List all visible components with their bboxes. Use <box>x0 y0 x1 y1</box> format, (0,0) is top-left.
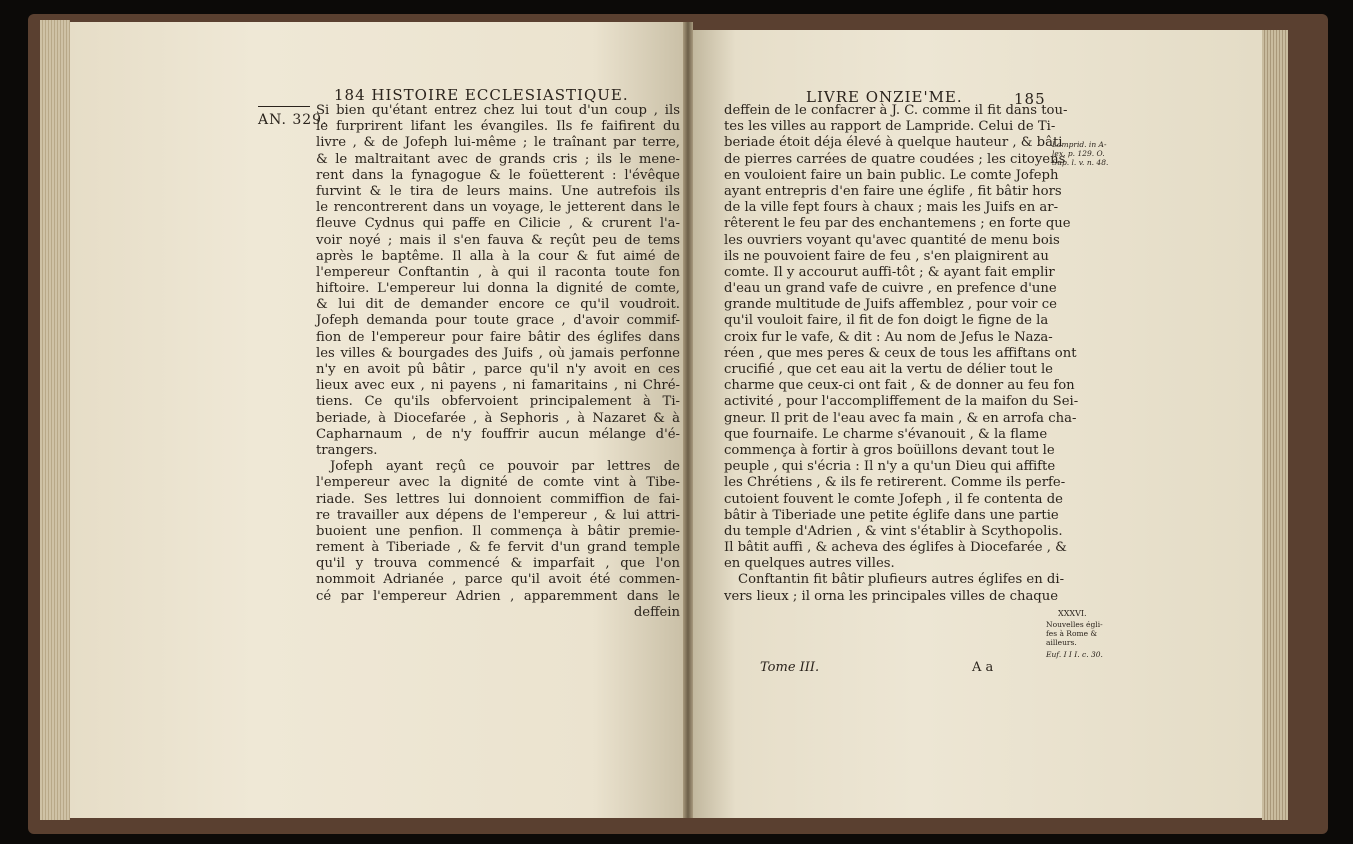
text-line: deffein <box>633 604 680 620</box>
text-line: hiftoire. L'empereur lui donna la dignité de comte, <box>316 281 680 297</box>
margin-note-line: fes à Rome & <box>1046 629 1098 638</box>
footer-tome: Tome III. <box>760 660 820 675</box>
text-line: Jofeph demanda pour toute grace , d'avoir commif- <box>316 313 680 329</box>
text-line: beriade étoit déja élevé à quelque hauteur , & bâti <box>724 135 1063 151</box>
text-line: que fournaife. Le charme s'évanouit , & la flame <box>724 426 1048 442</box>
book-gutter <box>683 22 693 818</box>
left-running-head: 184 HISTOIRE ECCLESIASTIQUE. <box>334 86 629 104</box>
text-line: vers lieux ; il orna les principales villes de chaque <box>724 588 1059 604</box>
text-line: d'eau un grand vafe de cuivre , en prefence d'une <box>724 281 1057 297</box>
text-line: Si bien qu'étant entrez chez lui tout d'un coup , ils <box>316 103 680 118</box>
text-line: en vouloient faire un bain public. Le comte Jofeph <box>724 167 1059 183</box>
text-line: Conftantin fit bâtir plufieurs autres églifes en di- <box>738 572 1065 588</box>
text-line: peuple , qui s'écria : Il n'y a qu'un Dieu qui affifte <box>724 459 1056 475</box>
margin-note-line: ailleurs. <box>1046 638 1077 647</box>
text-line: bâtir à Tiberiade une petite églife dans une partie <box>724 507 1059 523</box>
text-line: re travailler aux dépens de l'empereur , & lui attri- <box>316 507 680 523</box>
text-line: trangers. <box>316 442 378 458</box>
text-line: Jofeph ayant reçû ce pouvoir par lettres de <box>330 459 680 475</box>
text-line: riade. Ses lettres lui donnoient commiffion de fai- <box>316 491 680 507</box>
text-line: tes les villes au rapport de Lampride. Celui de Ti- <box>724 119 1056 135</box>
text-line: l'empereur Conftantin , à qui il raconta toute fon <box>316 264 680 280</box>
text-line: activité , pour l'accompliffement de la maifon du Sei- <box>724 394 1079 410</box>
text-line: beriade, à Diocefarée , à Sephoris , à Nazaret & à <box>316 410 680 426</box>
text-line: les ouvriers voyant qu'avec quantité de menu bois <box>724 232 1060 248</box>
text-line: cé par l'empereur Adrien , apparemment dans le <box>316 588 680 604</box>
margin-note-line: lex. p. 129. O. <box>1052 149 1105 158</box>
margin-note-section-number: XXXVI. <box>1058 609 1087 618</box>
text-line: les villes & bourgades des Juifs , où jamais perfonne <box>316 345 680 361</box>
text-line: de pierres carrées de quatre coudées ; les citoyens <box>724 151 1066 167</box>
text-line: de la ville fept fours à chaux ; mais les Juifs en ar- <box>724 200 1059 216</box>
text-line: buoient une penfion. Il commença à bâtir premie- <box>316 523 680 539</box>
margin-note-line: Lamprid. in A- <box>1052 140 1107 149</box>
text-line: après le baptême. Il alla à la cour & fut aimé de <box>316 248 680 264</box>
page-edges-left <box>40 20 70 820</box>
left-body-text <box>316 103 680 621</box>
text-line: Il bâtit auffi , & acheva des églifes à Diocefarée , & <box>724 540 1067 556</box>
text-line: ils ne pouvoient faire de feu , s'en plaignirent au <box>724 248 1049 264</box>
text-line: fion de l'empereur pour faire bâtir des églifes dans <box>316 329 680 345</box>
margin-note-nouvelles-eglises <box>1046 620 1103 647</box>
text-line: le rencontrerent dans un voyage, le jetterent dans le <box>316 200 680 216</box>
page-edges-right <box>1262 30 1288 820</box>
text-line: nommoit Adrianée , parce qu'il avoit été commen- <box>316 572 680 588</box>
text-line: lieux avec eux , ni payens , ni famaritains , ni Chré- <box>316 378 680 394</box>
footer-signature: A a <box>972 660 994 675</box>
text-line: rent dans la fynagogue & le foüetterent : l'évêque <box>316 167 680 183</box>
margin-rule <box>258 106 310 107</box>
text-line: cutoient fouvent le comte Jofeph , il fe contenta de <box>724 491 1063 507</box>
text-line: & lui dit de demander encore ce qu'il voudroit. <box>316 297 680 313</box>
margin-note-line: Nouvelles égli- <box>1046 620 1103 629</box>
text-line: rement à Tiberiade , & fe fervit d'un grand temple <box>316 540 680 556</box>
margin-note-lampride <box>1052 140 1108 167</box>
text-line: le furprirent lifant les évangiles. Ils fe faifirent du <box>316 119 680 135</box>
text-line: en quelques autres villes. <box>724 556 895 572</box>
text-line: furvint & le tira de leurs mains. Une autrefois ils <box>316 183 680 199</box>
text-line: charme que ceux-ci ont fait , & de donner au feu fon <box>724 378 1075 394</box>
text-line: gneur. Il prit de l'eau avec fa main , & en arrofa cha- <box>724 410 1077 426</box>
margin-year: AN. 329. <box>258 112 328 128</box>
text-line: rêterent le feu par des enchantemens ; en forte que <box>724 216 1071 232</box>
text-line: grande multitude de Juifs affemblez , pour voir ce <box>724 297 1057 313</box>
text-line: voir noyé ; mais il s'en fauva & reçût peu de tems <box>316 232 680 248</box>
text-line: Capharnaum , de n'y fouffrir aucun mélange d'é- <box>316 426 680 442</box>
margin-note-eusebe: Euf. I I I. c. 30. <box>1046 650 1103 659</box>
right-running-head-title: LIVRE ONZIE'ME. <box>806 88 963 106</box>
text-line: deffein de le confacrer à J. C. comme il fit dans tou- <box>724 103 1068 118</box>
margin-note-line: Sup. l. v. n. 48. <box>1052 158 1109 167</box>
text-line: comte. Il y accourut auffi-tôt ; & ayant fait emplir <box>724 264 1055 280</box>
text-line: du temple d'Adrien , & vint s'établir à Scythopolis. <box>724 523 1063 539</box>
text-line: & le maltraitant avec de grands cris ; ils le mene- <box>316 151 680 167</box>
text-line: commença à fortir à gros boüillons devant tout le <box>724 442 1055 458</box>
text-line: qu'il y trouva commencé & imparfait , que l'on <box>316 556 680 572</box>
text-line: fleuve Cydnus qui paffe en Cilicie , & crurent l'a- <box>316 216 680 232</box>
text-line: ayant entrepris d'en faire une églife , fit bâtir hors <box>724 183 1062 199</box>
text-line: crucifié , que cet eau ait la vertu de délier tout le <box>724 362 1053 377</box>
right-page-number: 185 <box>1014 90 1046 108</box>
text-line: l'empereur avec la dignité de comte vint à Tibe- <box>316 475 680 491</box>
text-line: livre , & de Jofeph lui-même ; le traînant par terre, <box>316 135 680 151</box>
text-line: n'y en avoit pû bâtir , parce qu'il n'y avoit en ces <box>316 362 680 377</box>
text-line: tiens. Ce qu'ils obfervoient principalement à Ti- <box>316 394 680 410</box>
text-line: les Chrétiens , & ils fe retirerent. Comme ils perfe- <box>724 475 1066 491</box>
text-line: qu'il vouloit faire, il fit de fon doigt le figne de la <box>724 313 1049 329</box>
text-line: réen , que mes peres & ceux de tous les affiftans ont <box>724 345 1077 361</box>
text-line: croix fur le vafe, & dit : Au nom de Jefus le Naza- <box>724 329 1053 345</box>
